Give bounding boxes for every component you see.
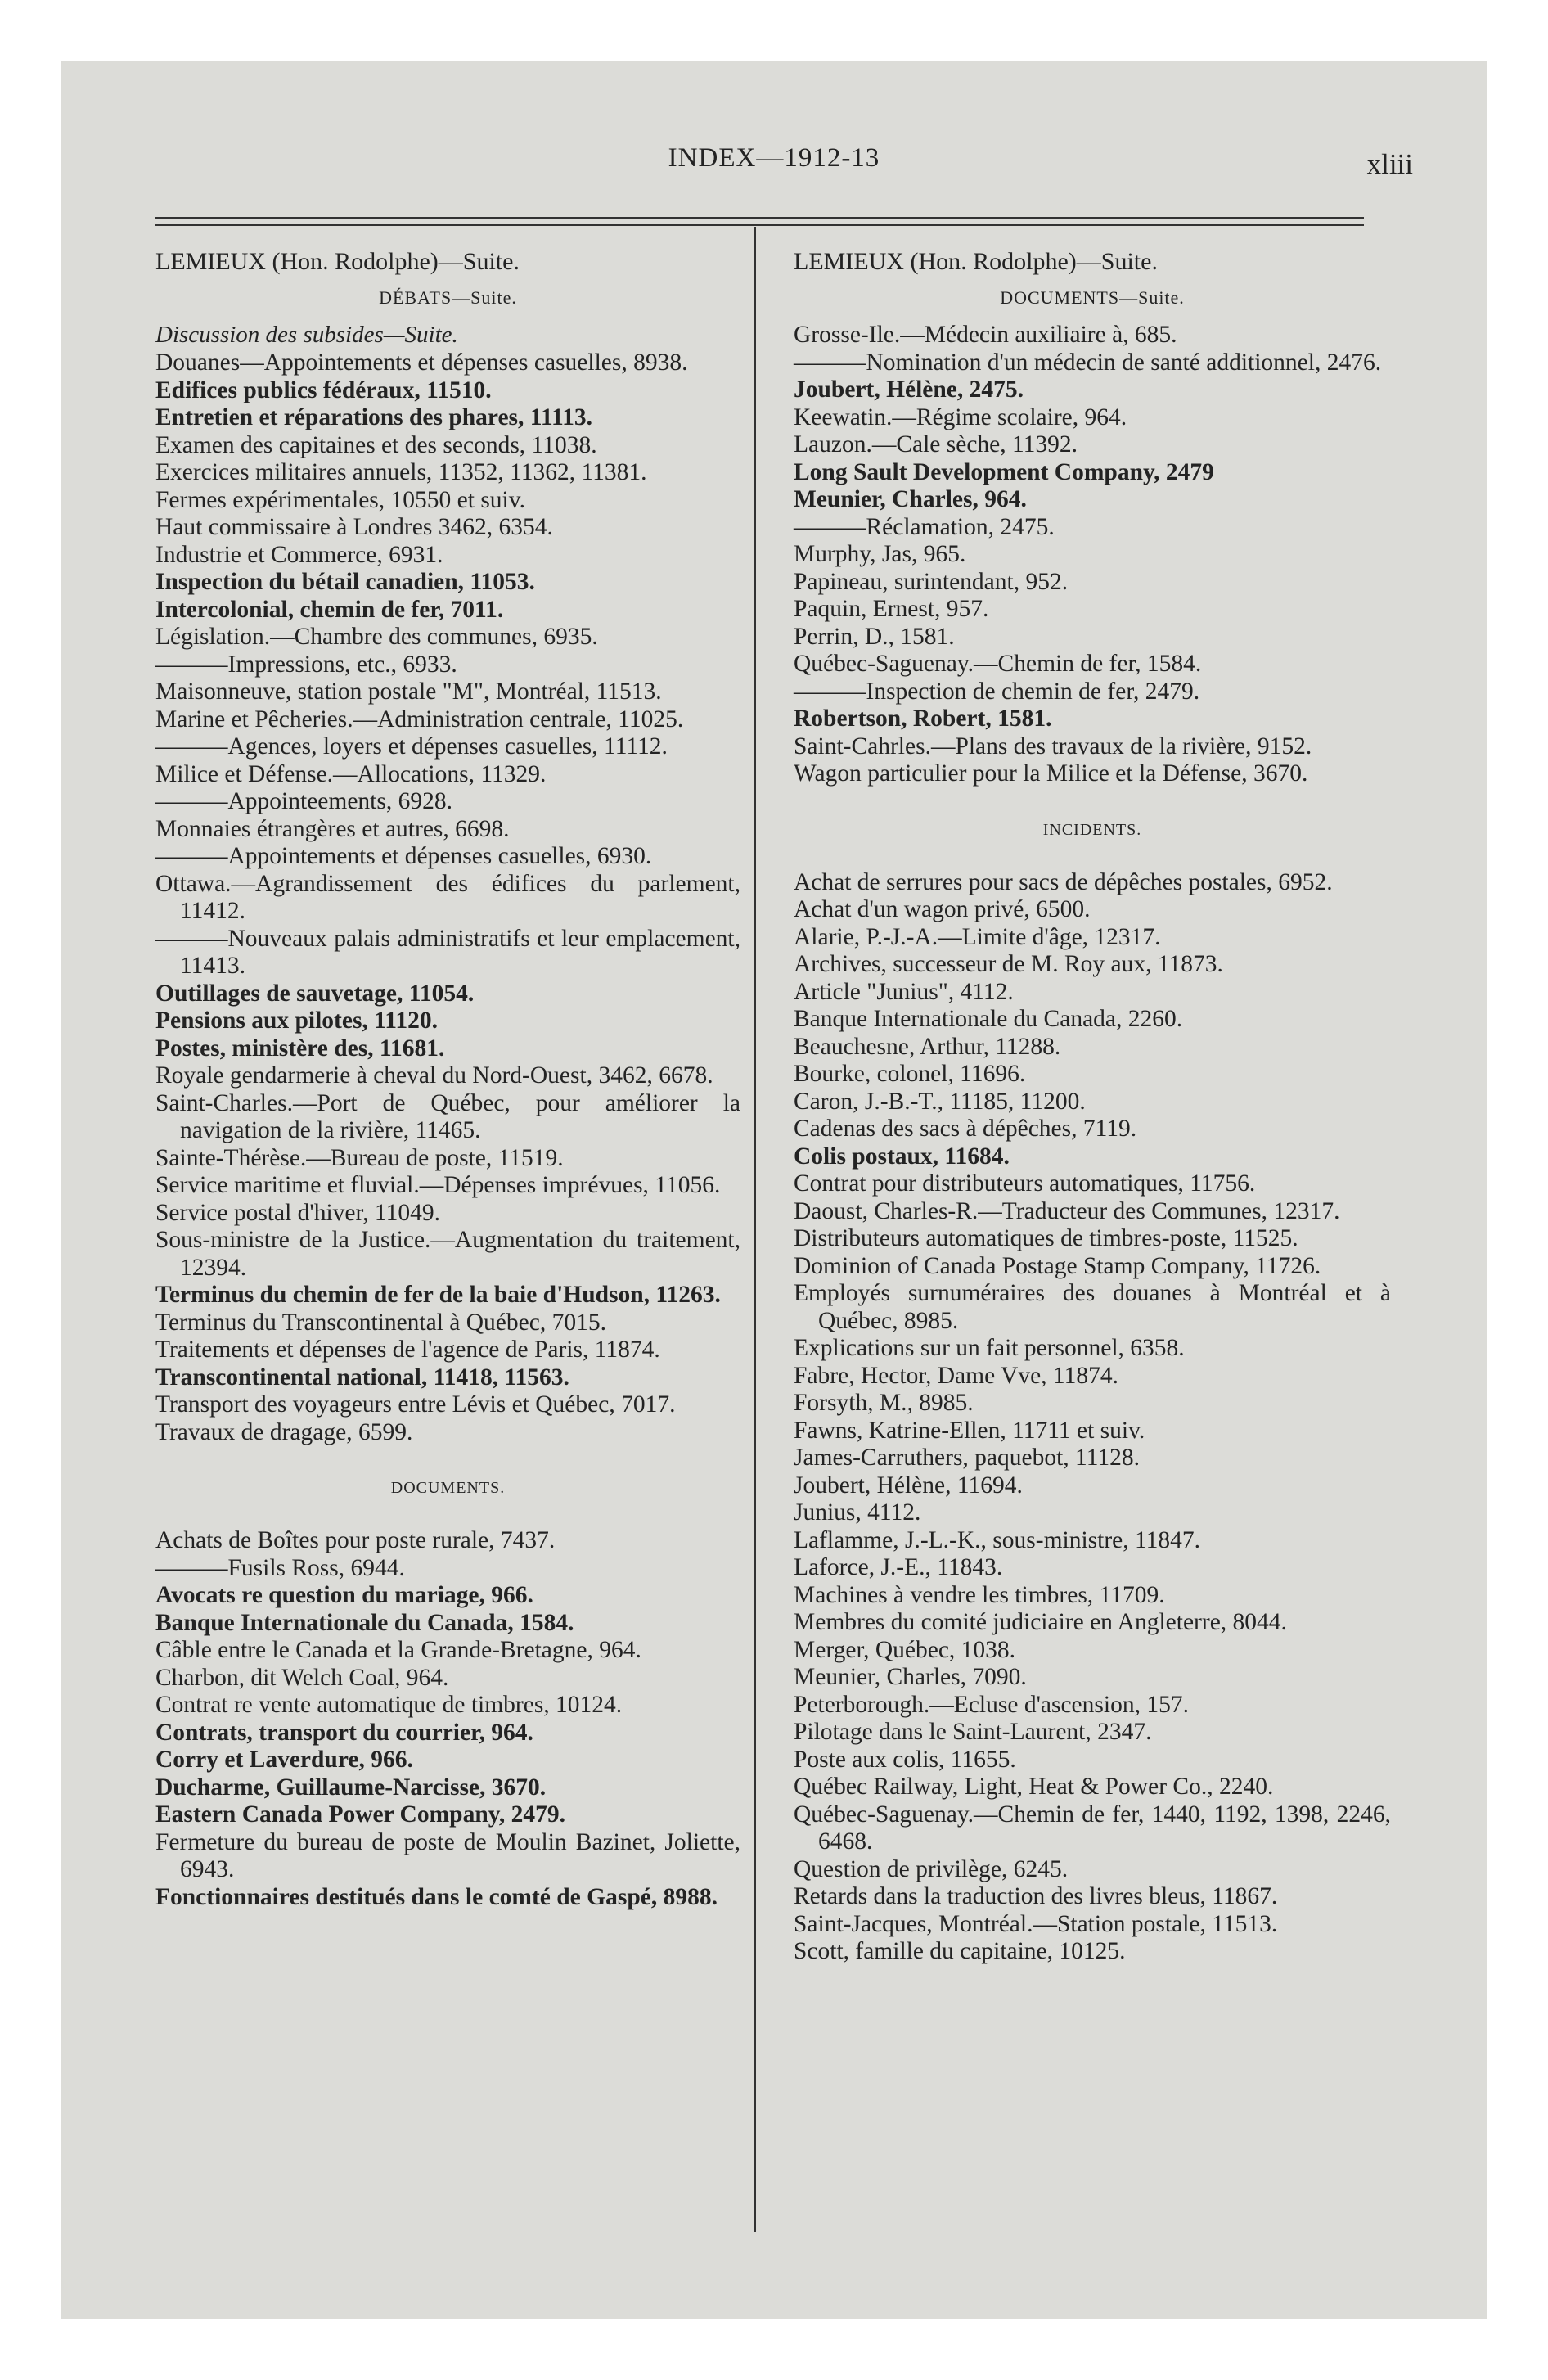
header-rule-bottom [155,224,1364,226]
left-column [155,248,740,1911]
index-entry: Saint-Cahrles.—Plans des travaux de la rivière, 9152. [794,732,1312,760]
index-entry: Milice et Défense.—Allocations, 11329. [155,760,547,787]
index-entry: ———Impressions, etc., 6933. [155,651,457,678]
index-entry: Royale gendarmerie à cheval du Nord-Ouest, 3462, 6678. [155,1062,713,1089]
index-entry: Achats de Boîtes pour poste rurale, 7437. [155,1527,556,1553]
index-entry: Papineau, surintendant, 952. [794,568,1069,595]
index-entry: Terminus du Transcontinental à Québec, 7015. [155,1309,606,1336]
index-entry: Législation.—Chambre des communes, 6935. [155,624,598,650]
index-entry: Banque Internationale du Canada, 1584. [155,1609,574,1636]
index-entry: Employés surnuméraires des douanes à Montréal et à Québec, 8985. [794,1280,1391,1334]
index-entry: Joubert, Hélène, 11694. [794,1472,1023,1499]
index-entry: Bourke, colonel, 11696. [794,1061,1026,1087]
page-number: xliii [1366,148,1413,180]
documents-suite-subheading: DOCUMENTS—Suite. [1000,287,1185,308]
index-entry: Paquin, Ernest, 957. [794,596,989,622]
index-entry: Machines à vendre les timbres, 11709. [794,1581,1165,1608]
index-entry: Haut commissaire à Londres 3462, 6354. [155,514,553,540]
index-entry: Transport des voyageurs entre Lévis et Québec, 7017. [155,1391,676,1418]
index-entry: Contrats, transport du courrier, 964. [155,1719,533,1746]
index-entry: Lauzon.—Cale sèche, 11392. [794,431,1078,458]
index-entry: Postes, ministère des, 11681. [155,1034,445,1062]
index-entry: Perrin, D., 1581. [794,623,955,650]
header-rule-top [155,217,1364,219]
index-entry: Grosse-Ile.—Médecin auxiliaire à, 685. [794,322,1177,348]
index-entry: Câble entre le Canada et la Grande-Bretagne, 964. [155,1637,641,1663]
index-entry: ———Nomination d'un médecin de santé additionnel, 2476. [794,349,1382,376]
documents-heading: DOCUMENTS. [390,1479,506,1497]
index-entry: Wagon particulier pour la Milice et la Défense, 3670. [794,760,1308,787]
index-entry: Fermes expérimentales, 10550 et suiv. [155,486,525,513]
index-entry: Intercolonial, chemin de fer, 7011. [155,596,504,623]
index-entry: Entretien et réparations des phares, 11113. [155,404,593,430]
index-entry: Alarie, P.-J.-A.—Limite d'âge, 12317. [794,923,1161,950]
index-entry: Industrie et Commerce, 6931. [155,541,443,568]
index-entry: Merger, Québec, 1038. [794,1636,1016,1663]
index-entry: Keewatin.—Régime scolaire, 964. [794,403,1127,430]
index-entry: Pensions aux pilotes, 11120. [155,1007,439,1034]
index-entry: Examen des capitaines et des seconds, 11038. [155,431,597,458]
index-entry: Cadenas des sacs à dépêches, 7119. [794,1116,1137,1142]
debates-subheading-text: DÉBATS—Suite. [379,287,517,308]
index-entry: Daoust, Charles-R.—Traducteur des Communes, 12317. [794,1197,1340,1224]
index-entry: ———Appointeements, 6928. [155,788,452,814]
right-column [794,248,1391,1966]
documents-suite-entry-list [794,322,1391,788]
index-entry: Traitements et dépenses de l'agence de Paris, 11874. [155,1336,660,1363]
index-entry: Exercices militaires annuels, 11352, 11362, 11381. [155,459,647,485]
index-entry: Banque Internationale du Canada, 2260. [794,1006,1183,1032]
index-entry: ———Fusils Ross, 6944. [155,1554,405,1581]
index-entry: Inspection du bétail canadien, 11053. [155,569,535,595]
index-entry: Robertson, Robert, 1581. [794,705,1052,732]
index-entry: Poste aux colis, 11655. [794,1746,1016,1773]
index-entry: Québec Railway, Light, Heat & Power Co., 2240. [794,1774,1274,1800]
index-entry: Retards dans la traduction des livres bleus, 11867. [794,1883,1278,1909]
index-entry: Contrat re vente automatique de timbres, 10124. [155,1692,623,1718]
index-entry: Service postal d'hiver, 11049. [155,1199,440,1226]
index-entry: Archives, successeur de M. Roy aux, 11873. [794,951,1223,977]
index-entry: Junius, 4112. [794,1499,921,1526]
index-entry: Ottawa.—Agrandissement des édifices du parlement, 11412. [155,870,740,924]
index-entry: ———Nouveaux palais administratifs et leur emplacement, 11413. [155,925,740,979]
running-header-title: INDEX—1912-13 [668,143,880,173]
index-entry: Forsyth, M., 8985. [794,1390,974,1416]
index-entry: Corry et Laverdure, 966. [155,1747,413,1773]
index-entry: Question de privilège, 6245. [794,1855,1069,1882]
index-entry: Fabre, Hector, Dame Vve, 11874. [794,1362,1118,1389]
index-entry: Explications sur un fait personnel, 6358. [794,1335,1185,1361]
index-entry: Joubert, Hélène, 2475. [794,376,1024,403]
index-entry: Terminus du chemin de fer de la baie d'Hudson, 11263. [155,1282,721,1308]
index-entry: ———Réclamation, 2475. [794,513,1055,540]
incidents-heading: INCIDENTS. [1042,820,1142,839]
index-entry: Edifices publics fédéraux, 11510. [155,376,492,403]
index-entry: Marine et Pêcheries.—Administration centrale, 11025. [155,705,684,732]
index-entry: Laforce, J.-E., 11843. [794,1554,1003,1580]
index-entry: Dominion of Canada Postage Stamp Company, 11726. [794,1252,1321,1279]
index-entry: Charbon, dit Welch Coal, 964. [155,1664,449,1691]
index-entry: Service maritime et fluvial.—Dépenses imprévues, 11056. [155,1172,721,1198]
index-entry: Membres du comité judiciaire en Angleterre, 8044. [794,1609,1287,1635]
index-entry: Eastern Canada Power Company, 2479. [155,1801,565,1828]
index-entry: Peterborough.—Ecluse d'ascension, 157. [794,1691,1189,1718]
index-entry: Long Sault Development Company, 2479 [794,458,1214,485]
index-entry: ———Agences, loyers et dépenses casuelles, 11112. [155,733,668,760]
index-entry: Meunier, Charles, 7090. [794,1664,1027,1690]
index-entry: Murphy, Jas, 965. [794,541,966,567]
index-entry: Fawns, Katrine-Ellen, 11711 et suiv. [794,1417,1145,1444]
index-entry: Pilotage dans le Saint-Laurent, 2347. [794,1719,1152,1745]
index-entry: Beauchesne, Arthur, 11288. [794,1033,1061,1060]
index-entry: Saint-Jacques, Montréal.—Station postale, 11513. [794,1910,1278,1937]
index-entry: Transcontinental national, 11418, 11563. [155,1364,569,1391]
index-entry: Avocats re question du mariage, 966. [155,1582,533,1608]
index-entry: Laflamme, J.-L.-K., sous-ministre, 11847. [794,1526,1201,1553]
index-entry: Ducharme, Guillaume-Narcisse, 3670. [155,1774,547,1801]
index-entry: Sous-ministre de la Justice.—Augmentation du traitement, 12394. [155,1227,740,1281]
index-entry: ———Inspection de chemin de fer, 2479. [794,678,1200,705]
index-entry: Douanes—Appointements et dépenses casuelles, 8938. [155,349,688,376]
index-entry: James-Carruthers, paquebot, 11128. [794,1445,1140,1471]
index-entry: Distributeurs automatiques de timbres-poste, 11525. [794,1225,1298,1251]
index-entry: Québec-Saguenay.—Chemin de fer, 1440, 1192, 1398, 2246, 6468. [794,1801,1391,1855]
documents-entry-list [155,1527,740,1911]
index-entry: Sainte-Thérèse.—Bureau de poste, 11519. [155,1144,564,1171]
debates-subheading [155,287,740,309]
index-entry: Fonctionnaires destitués dans le comté de Gaspé, 8988. [155,1883,718,1910]
index-entry: Outillages de sauvetage, 11054. [155,980,475,1007]
index-entry: Caron, J.-B.-T., 11185, 11200. [794,1088,1086,1115]
index-entry: ———Appointements et dépenses casuelles, 6930. [155,843,652,869]
index-entry: Saint-Charles.—Port de Québec, pour améliorer la navigation de la rivière, 11465. [155,1089,740,1143]
debates-entry-list [155,349,740,1446]
category-heading: Discussion des subsides—Suite. [155,322,458,348]
index-entry: Achat d'un wagon privé, 6500. [794,896,1091,922]
scanned-page [61,61,1487,2319]
index-entry: Colis postaux, 11684. [794,1143,1010,1170]
index-entry: Article "Junius", 4112. [794,978,1014,1005]
index-entry: Achat de serrures pour sacs de dépêches postales, 6952. [794,868,1333,895]
column-divider [754,227,756,2232]
index-entry: Scott, famille du capitaine, 10125. [794,1938,1126,1964]
index-entry: Maisonneuve, station postale "M", Montréal, 11513. [155,678,662,705]
right-column-heading: LEMIEUX (Hon. Rodolphe)—Suite. [794,248,1158,275]
index-entry: Québec-Saguenay.—Chemin de fer, 1584. [794,651,1202,677]
incidents-entry-list [794,869,1391,1966]
index-entry: Monnaies étrangères et autres, 6698. [155,815,510,842]
index-entry: Meunier, Charles, 964. [794,486,1027,512]
left-column-heading: LEMIEUX (Hon. Rodolphe)—Suite. [155,248,520,275]
index-entry: Fermeture du bureau de poste de Moulin Bazinet, Joliette, 6943. [155,1828,740,1882]
index-entry: Travaux de dragage, 6599. [155,1418,413,1445]
index-entry: Contrat pour distributeurs automatiques, 11756. [794,1170,1256,1197]
